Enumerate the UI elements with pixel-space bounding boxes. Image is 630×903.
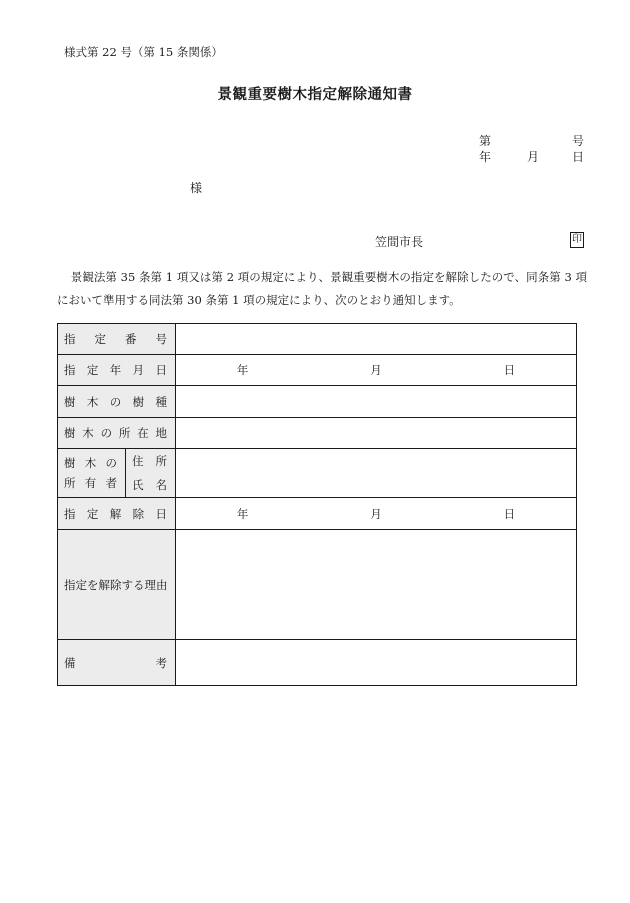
form-number: 様式第 22 号（第 15 条関係） <box>64 45 223 59</box>
cancellation-day-unit: 日 <box>503 506 516 521</box>
row-designation-number <box>58 324 577 355</box>
value-cancellation-date[interactable] <box>176 498 577 530</box>
label-owner-address: 住 所 <box>126 449 176 474</box>
designation-day-unit: 日 <box>503 363 516 377</box>
row-cancellation-date <box>58 498 577 530</box>
notice-body-text: 景観法第 35 条第 1 項又は第 2 項の規定により、景観重要樹木の指定を解除したので、同条第 3 項において準用する同法第 30 条第 1 項の規定により、次のとおり通知します。 <box>57 270 587 307</box>
date-day-label: 日 <box>572 150 585 164</box>
row-designation-date <box>58 355 577 386</box>
seal-mark: 印 <box>570 232 584 248</box>
sender-name: 笠間市長 <box>375 235 424 249</box>
label-remarks: 備 考 <box>58 640 176 686</box>
label-designation-date: 指 定 年 月 日 <box>58 355 176 386</box>
row-reason <box>58 530 577 640</box>
cancellation-year-unit: 年 <box>236 506 249 521</box>
value-reason[interactable] <box>176 530 577 640</box>
designation-year-unit: 年 <box>236 363 249 377</box>
label-tree-location: 樹 木 の 所 在 地 <box>58 418 176 449</box>
number-suffix-label: 号 <box>572 134 585 148</box>
row-remarks <box>58 640 577 686</box>
label-reason: 指定を解除する理由 <box>58 530 176 640</box>
cancellation-month-unit: 月 <box>370 506 382 521</box>
date-month-label: 月 <box>527 150 540 164</box>
value-designation-number[interactable] <box>176 324 577 355</box>
label-tree-owner: 樹 木 の 所 有 者 <box>58 449 126 498</box>
designation-month-unit: 月 <box>370 363 382 377</box>
value-owner[interactable] <box>176 449 577 498</box>
label-tree-species: 樹 木 の 樹 種 <box>58 386 176 418</box>
value-designation-date[interactable] <box>176 355 577 386</box>
notice-table <box>57 323 577 686</box>
label-owner-name: 氏 名 <box>126 474 176 498</box>
recipient-suffix: 様 <box>190 181 203 195</box>
number-prefix-label: 第 <box>479 134 492 148</box>
row-tree-location <box>58 418 577 449</box>
row-owner-address <box>58 449 577 474</box>
date-year-label: 年 <box>479 150 492 164</box>
document-title: 景観重要樹木指定解除通知書 <box>217 86 413 103</box>
value-tree-location[interactable] <box>176 418 577 449</box>
label-designation-number: 指 定 番 号 <box>58 324 176 355</box>
row-tree-species <box>58 386 577 418</box>
value-tree-species[interactable] <box>176 386 577 418</box>
value-remarks[interactable] <box>176 640 577 686</box>
label-cancellation-date: 指 定 解 除 日 <box>58 498 176 530</box>
